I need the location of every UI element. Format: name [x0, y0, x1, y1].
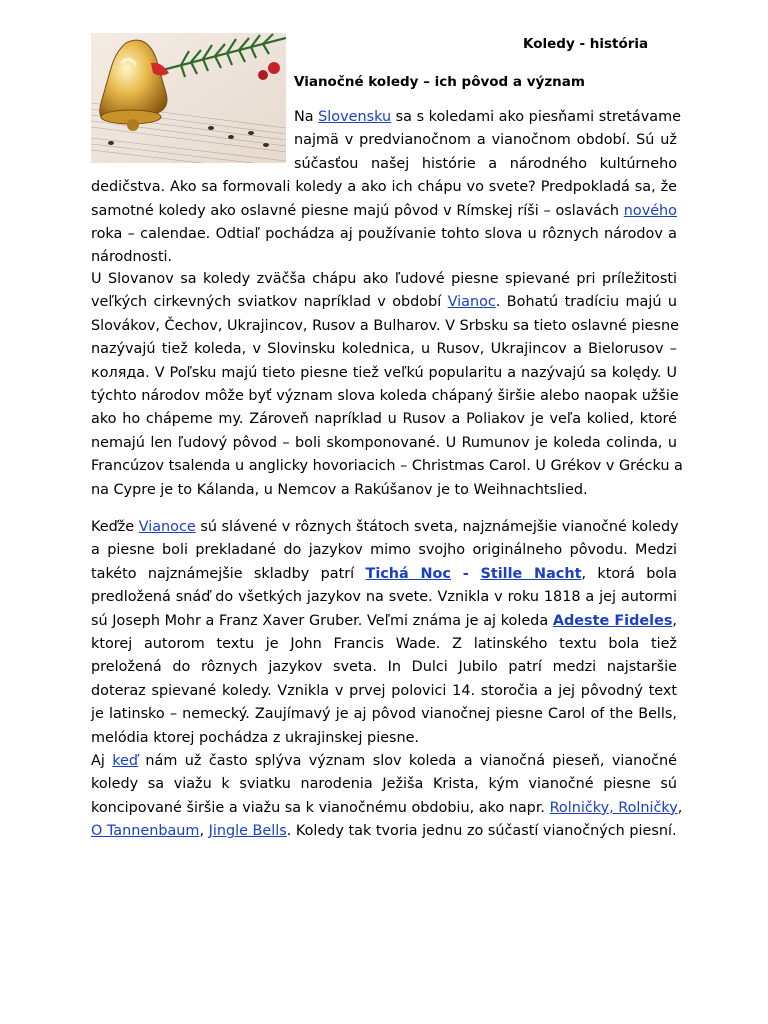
link-vianoc[interactable]: Vianoc — [447, 294, 496, 311]
paragraph-line — [91, 750, 677, 773]
paragraph-line — [91, 291, 677, 314]
text-span: nám už často splýva význam slov koleda a vianočná pieseň, vianočné — [138, 753, 677, 769]
paragraph-line: U Slovanov sa koledy zväčša chápu ako ľudové piesne spievané pri príležitosti — [91, 271, 677, 287]
text-span: . Koledy tak tvoria jednu zo súčastí vianočných piesní. — [286, 823, 677, 840]
paragraph-line: národnosti. — [91, 249, 173, 266]
link-ked[interactable]: keď — [112, 753, 139, 769]
text-span: , — [199, 823, 209, 840]
text-span: , — [677, 799, 683, 816]
link-jingle-bells[interactable]: Jingle Bells — [208, 823, 287, 840]
paragraph-line: doteraz spievané koledy. Vznikla v prvej polovici 14. storočia a jej pôvodný text — [91, 682, 677, 699]
paragraph-line: na Cypre je to Kálanda, u Nemcov a Rakúšanov je to Weihnachtslied. — [91, 481, 588, 498]
paragraph-line — [294, 106, 681, 129]
link-stille-nacht[interactable]: Stille Nacht — [480, 565, 582, 582]
link-vianoce[interactable]: Vianoce — [138, 519, 196, 535]
text-span: samotné koledy ako oslavné piesne majú pôvod v Rímskej ríši – oslavách — [91, 202, 624, 219]
paragraph-line: preložená do rôznych jazykov sveta. In Dulci Jubilo patrí medzi najstaršie — [91, 659, 677, 676]
paragraph-line: nemajú len ľudový pôvod – boli skomponované. U Rumunov je koleda colinda, u — [91, 434, 677, 451]
text-span: sú Joseph Mohr a Franz Xaver Gruber. Veľmi známa je aj koleda — [91, 612, 553, 629]
paragraph-line: melódia ktorej pochádza z ukrajinskej piesne. — [91, 729, 420, 746]
paragraph-line: dedičstva. Ako sa formovali koledy a ako ich chápu vo svete? Predpokladá sa, že — [91, 179, 677, 196]
paragraph-line: ktorej autorom textu je John Francis Wade. Z latinského textu bola tiež — [91, 636, 677, 653]
paragraph-line: a piesne boli prekladané do jazykov mimo svojho originálneho pôvodu. Medzi — [91, 542, 677, 559]
paragraph-line: týchto národov môže byť význam slova koleda chápaný širšie alebo naopak užšie — [91, 388, 679, 405]
paragraph-line: ako ho chápeme my. Zároveň napríklad u Rusov a Poliakov je veľa kolied, ktoré — [91, 411, 677, 428]
link-adeste-fideles[interactable]: Adeste Fideles — [552, 612, 673, 629]
text-span: veľkých cirkevných sviatkov napríklad v období — [91, 294, 448, 311]
article-heading: Vianočné koledy – ich pôvod a význam — [294, 74, 585, 90]
text-span: Keďže — [91, 519, 139, 535]
paragraph-2 — [91, 268, 683, 502]
paragraph-line: súčasťou našej histórie a národného kultúrneho — [294, 155, 677, 172]
paragraph-4 — [91, 750, 683, 844]
paragraph-line — [91, 200, 677, 223]
paragraph-line — [91, 820, 677, 843]
text-span: sa s koledami ako piesňami stretávame — [391, 109, 681, 125]
text-span: , — [672, 612, 677, 629]
paragraph-line: roka – calendae. Odtiaľ pochádza aj používanie tohto slova u rôznych národov a — [91, 226, 677, 243]
link-noveho[interactable]: nového — [623, 202, 677, 219]
paragraph-line — [91, 797, 683, 820]
paragraph-line: predložená snáď do všetkých jazykov na svete. Vznikla v roku 1818 a jej autormi — [91, 589, 677, 606]
paragraph-line — [91, 610, 677, 633]
page-header-title: Koledy - história — [523, 36, 649, 52]
text-span: sú slávené v rôznych štátoch sveta, najznámejšie vianočné koledy — [195, 519, 679, 535]
paragraph-line: Francúzov tsalenda u anglicky hovoriacich – Christmas Carol. U Grékov v Grécku a — [91, 458, 683, 475]
link-ticha-noc[interactable]: Tichá Noc — [365, 565, 451, 582]
link-o-tannenbaum[interactable]: O Tannenbaum — [91, 823, 200, 840]
paragraph-3 — [91, 516, 677, 750]
text-span: takéto najznámejšie skladby patrí — [91, 565, 366, 582]
text-span: Na — [294, 109, 319, 125]
paragraph-line: najmä v predvianočnom a vianočnom období. Sú už — [294, 132, 677, 149]
paragraph-line: коляда. V Poľsku majú tieto piesne tiež veľkú popularitu a nazývajú sa kolędy. U — [91, 364, 677, 381]
paragraph-1 — [91, 106, 681, 270]
text-span: , ktorá bola — [581, 565, 677, 582]
paragraph-line — [91, 563, 677, 586]
text-span: - — [450, 565, 481, 582]
paragraph-line: je latinsko – nemecký. Zaujímavý je aj pôvod vianočnej piesne Carol of the Bells, — [91, 706, 677, 723]
paragraph-line: nazývajú tiež koleda, v Slovinsku kolednica, u Rusov, Ukrajincov a Bielorusov – — [91, 341, 677, 358]
link-slovensku[interactable]: Slovensku — [318, 109, 392, 125]
link-rolnicky[interactable]: Rolničky, Rolničky — [549, 799, 678, 816]
paragraph-line: Slovákov, Čechov, Ukrajincov, Rusov a Bulharov. V Srbsku sa tieto oslavné piesne — [91, 317, 679, 334]
text-span: Aj — [91, 753, 113, 769]
paragraph-line — [91, 516, 677, 539]
text-span: koncipované širšie a viažu sa k vianočnému obdobiu, ako napr. — [91, 799, 550, 816]
text-span: . Bohatú tradíciu majú u — [495, 294, 677, 311]
paragraph-line: koledy sa viažu k sviatku narodenia Ježiša Krista, kým vianočné piesne sú — [91, 776, 677, 793]
